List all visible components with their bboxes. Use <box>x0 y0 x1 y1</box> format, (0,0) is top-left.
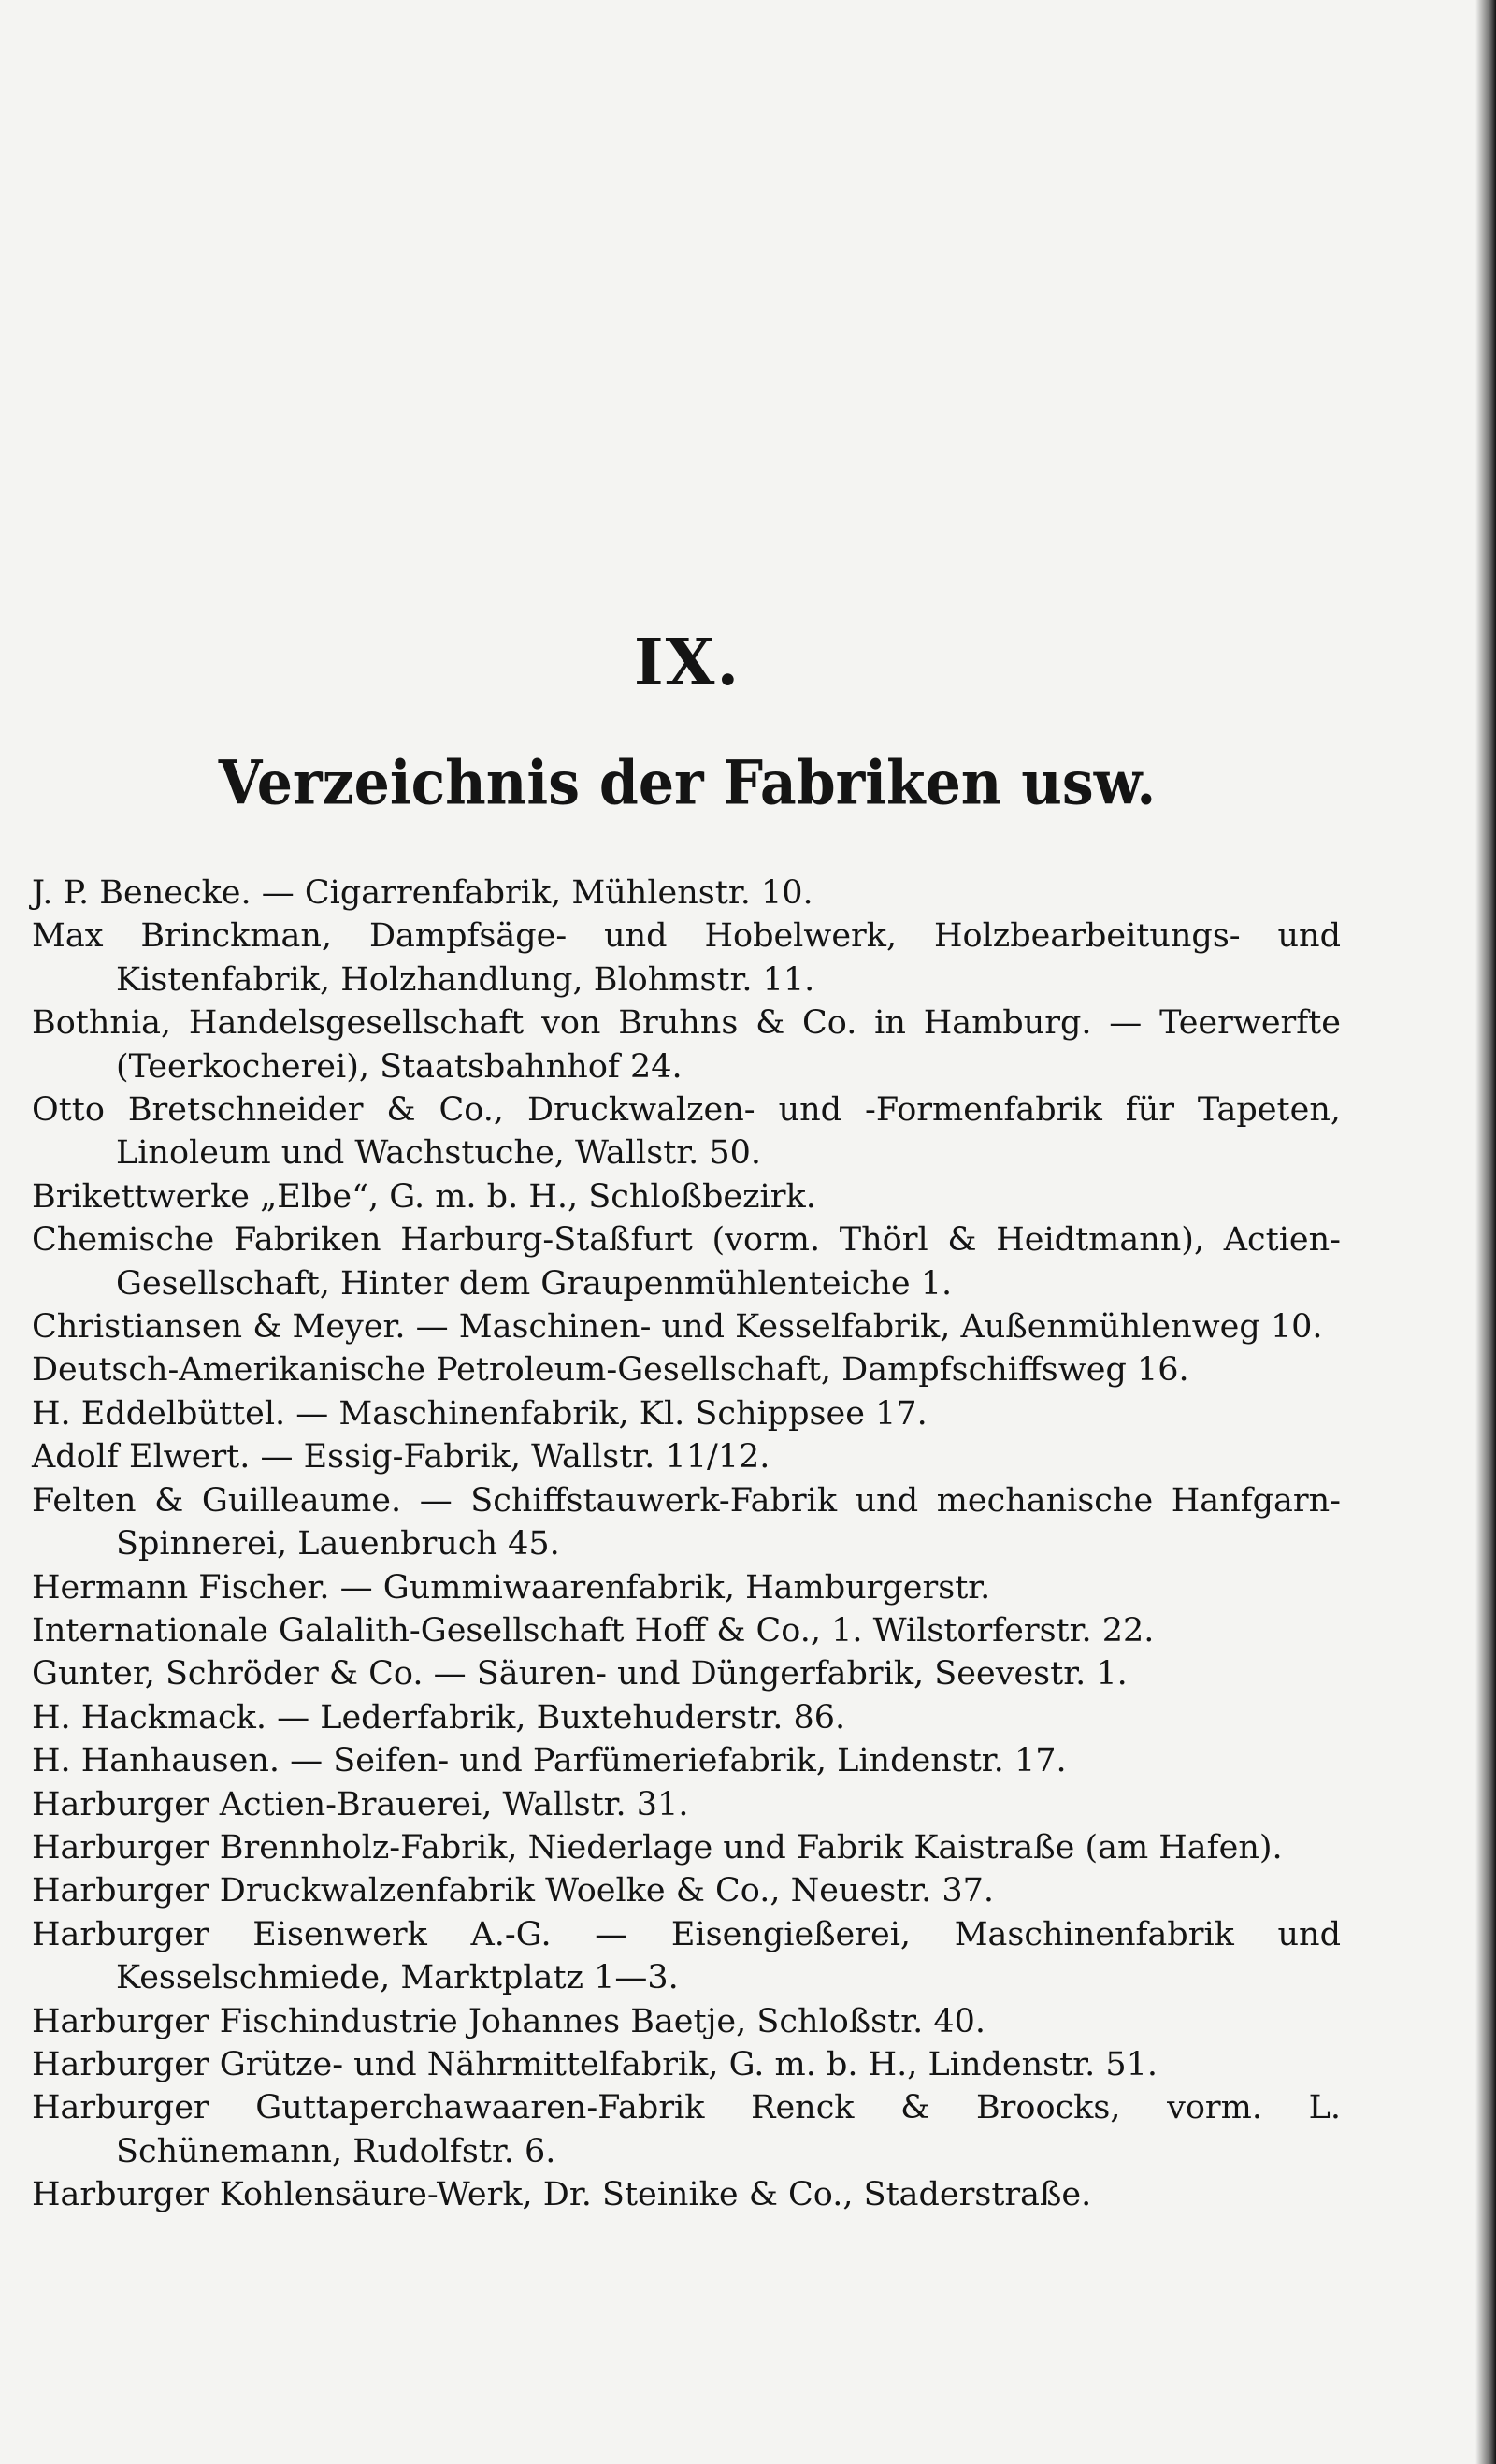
list-item: Max Brinckman, Dampfsäge- und Hobelwerk, Holzbearbeitungs- und Kistenfabrik, Holzhandlung, Blohmstr. 11. <box>32 917 1341 999</box>
list-item: Otto Bretschneider & Co., Druckwalzen- und -Formenfabrik für Tapeten, Linoleum und Wachstuche, Wallstr. 50. <box>32 1091 1341 1173</box>
list-item: Harburger Grütze- und Nährmittelfabrik, G. m. b. H., Lindenstr. 51. <box>32 2045 1158 2083</box>
list-item: Harburger Druckwalzenfabrik Woelke & Co., Neuestr. 37. <box>32 1872 995 1910</box>
list-item: Harburger Eisenwerk A.-G. — Eisengießerei, Maschinenfabrik und Kesselschmiede, Marktplatz 1—3. <box>32 1915 1341 1997</box>
list-item: H. Hanhausen. — Seifen- und Parfümeriefabrik, Lindenstr. 17. <box>32 1742 1067 1780</box>
list-item: Felten & Guilleaume. — Schiffstauwerk-Fabrik und mechanische Hanfgarn-Spinnerei, Lauenbruch 45. <box>32 1481 1341 1563</box>
list-item: Harburger Brennholz-Fabrik, Niederlage und Fabrik Kaistraße (am Hafen). <box>32 1828 1283 1866</box>
list-item: Chemische Fabriken Harburg-Staßfurt (vorm. Thörl & Heidtmann), Actien-Gesellschaft, Hinter dem Graupenmühlenteiche 1. <box>32 1221 1341 1303</box>
factory-list <box>32 872 1341 2217</box>
section-number: IX. <box>633 626 741 700</box>
list-item: Gunter, Schröder & Co. — Säuren- und Düngerfabrik, Seevestr. 1. <box>32 1655 1128 1693</box>
page-edge-shadow <box>1475 0 1496 2464</box>
list-item: Internationale Galalith-Gesellschaft Hoff & Co., 1. Wilstorferstr. 22. <box>32 1611 1155 1650</box>
list-item: Hermann Fischer. — Gummiwaarenfabrik, Hamburgerstr. <box>32 1568 991 1607</box>
list-item: Adolf Elwert. — Essig-Fabrik, Wallstr. 11/12. <box>32 1438 770 1477</box>
list-item: H. Eddelbüttel. — Maschinenfabrik, Kl. Schippsee 17. <box>32 1394 928 1433</box>
list-item: Harburger Kohlensäure-Werk, Dr. Steinike & Co., Staderstraße. <box>32 2176 1092 2214</box>
list-item: Bothnia, Handelsgesellschaft von Bruhns & Co. in Hamburg. — Teerwerfte (Teerkocherei), Staatsbahnhof 24. <box>32 1004 1341 1086</box>
list-item: J. P. Benecke. — Cigarrenfabrik, Mühlenstr. 10. <box>32 874 813 912</box>
list-item: Harburger Actien-Brauerei, Wallstr. 31. <box>32 1785 689 1823</box>
list-item: H. Hackmack. — Lederfabrik, Buxtehuderstr. 86. <box>32 1698 846 1736</box>
list-item: Deutsch-Amerikanische Petroleum-Gesellschaft, Dampfschiffsweg 16. <box>32 1351 1189 1390</box>
list-item: Christiansen & Meyer. — Maschinen- und Kesselfabrik, Außenmühlenweg 10. <box>32 1308 1323 1347</box>
list-item: Brikettwerke „Elbe“, G. m. b. H., Schloßbezirk. <box>32 1177 816 1216</box>
list-item: Harburger Fischindustrie Johannes Baetje, Schloßstr. 40. <box>32 2002 985 2040</box>
list-item: Harburger Guttaperchawaaren-Fabrik Renck & Broocks, vorm. L. Schünemann, Rudolfstr. 6. <box>32 2089 1341 2170</box>
section-title: Verzeichnis der Fabriken usw. <box>218 748 1157 819</box>
